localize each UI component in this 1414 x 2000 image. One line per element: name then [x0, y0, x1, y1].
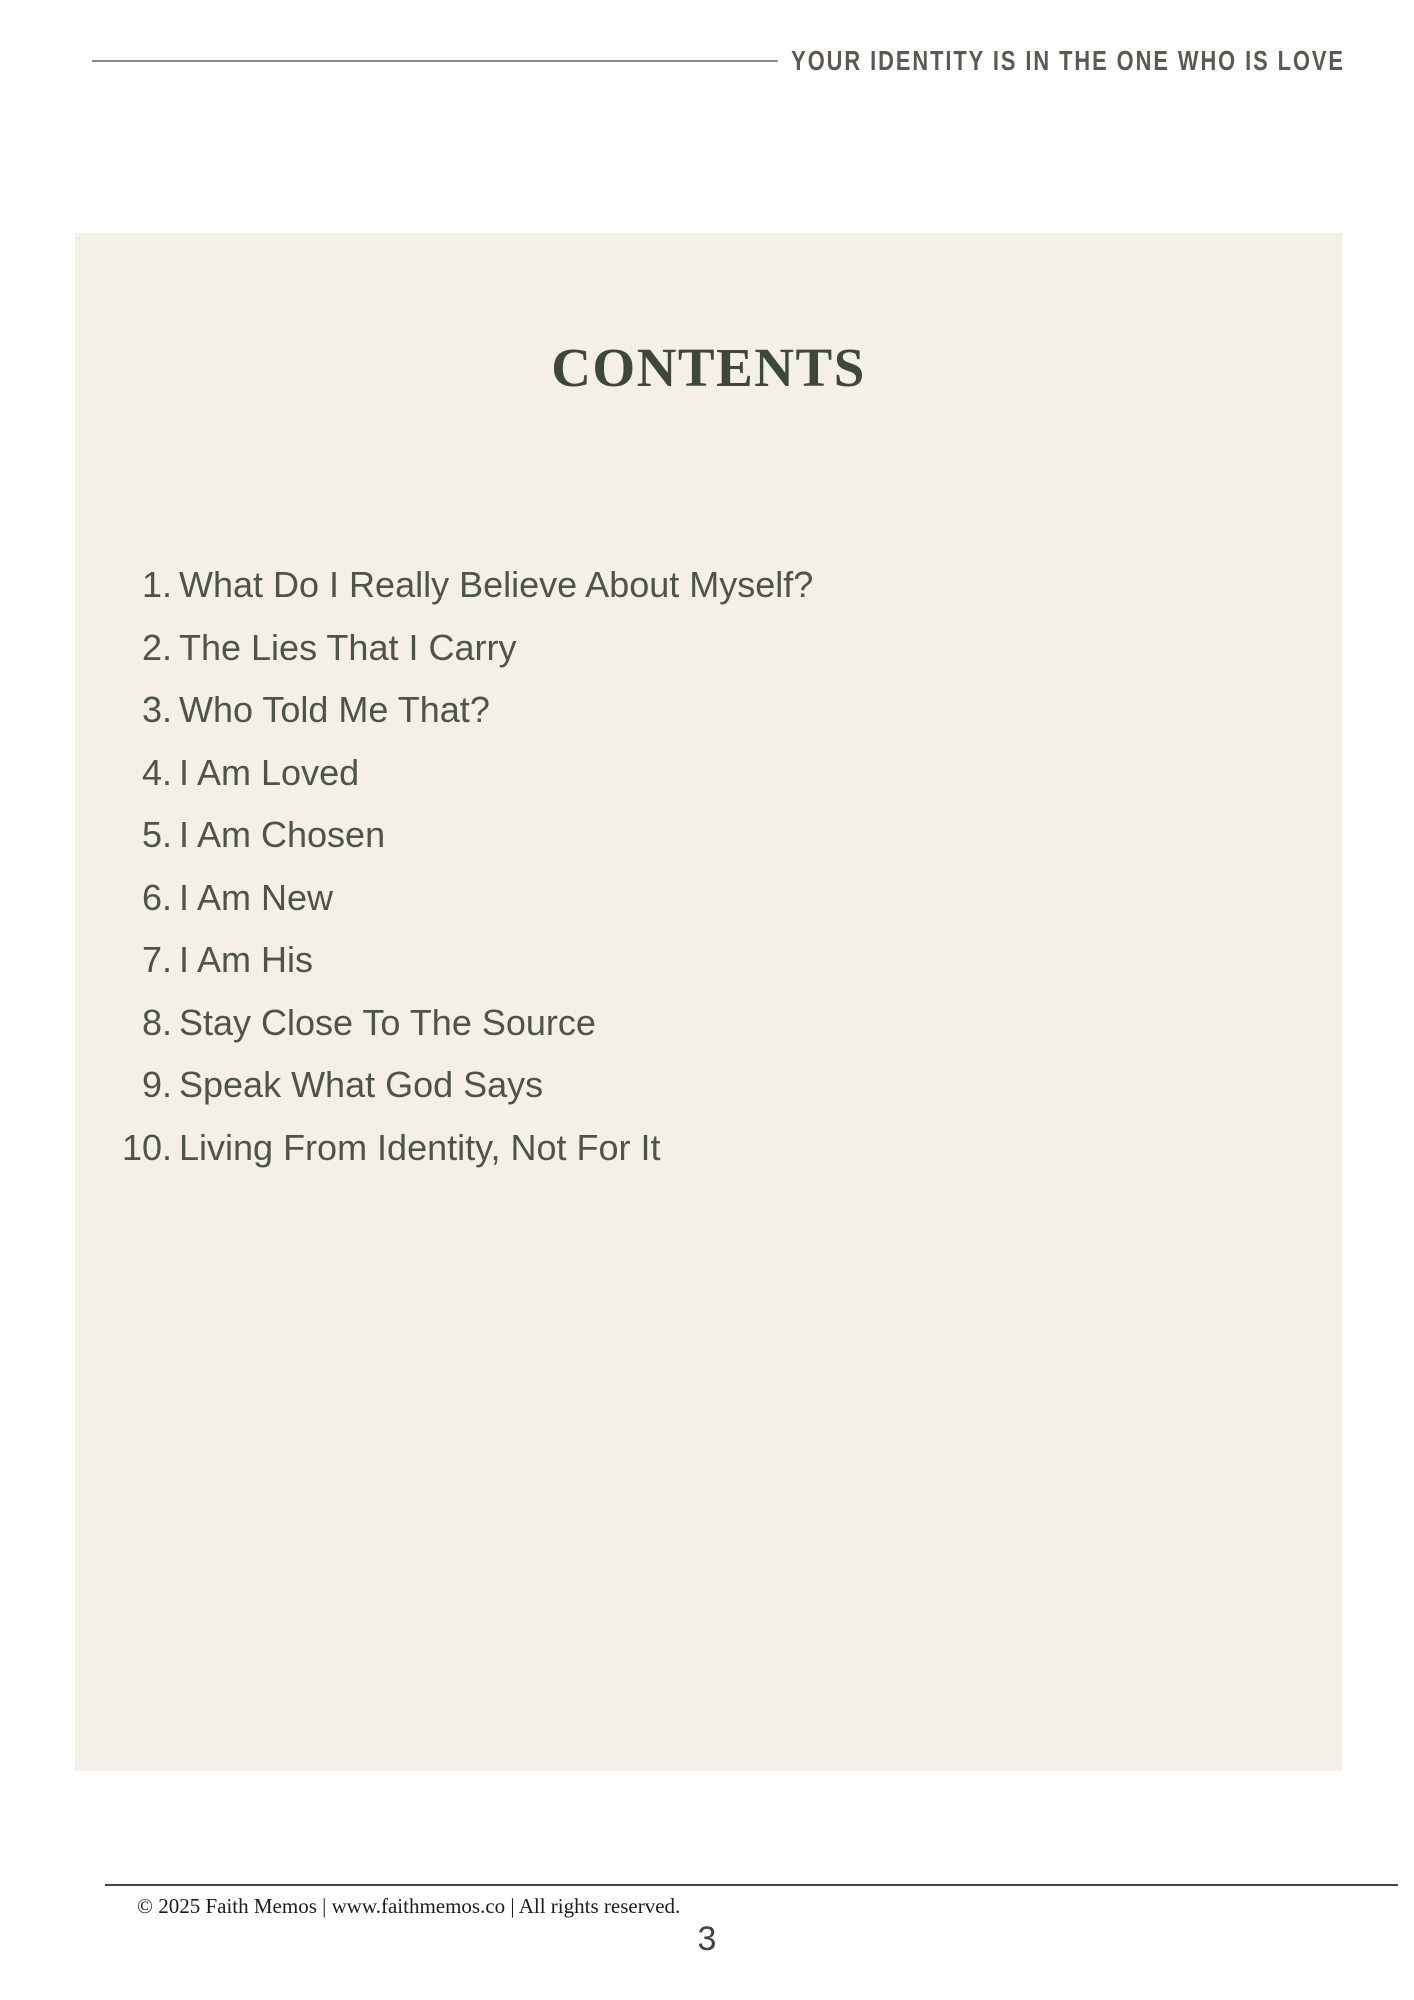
toc-item [75, 867, 1342, 930]
toc-item-label: The Lies That I Carry [179, 626, 517, 668]
copyright-notice: © 2025 Faith Memos | www.faithmemos.co | All rights reserved. [137, 1894, 681, 1918]
toc-item-number: 10. [121, 1126, 172, 1168]
toc-item-number: 5. [141, 814, 172, 855]
page-number: 3 [697, 1920, 717, 1958]
contents-panel [75, 233, 1342, 1771]
toc-item-label: I Am Loved [179, 751, 360, 793]
toc-item [75, 1117, 1342, 1180]
toc-item-number: 7. [141, 939, 172, 980]
toc-item-label: I Am Chosen [179, 814, 386, 855]
toc-item [75, 804, 1342, 867]
toc-item-label: Speak What God Says [179, 1064, 544, 1105]
toc-item [75, 679, 1342, 742]
toc-item-number: 8. [141, 1001, 172, 1043]
toc-item-number: 4. [141, 751, 172, 793]
toc-item-label: Living From Identity, Not For It [179, 1126, 661, 1168]
toc-item-number: 1. [141, 564, 172, 605]
contents-title: CONTENTS [551, 337, 866, 398]
footer-rule [105, 1884, 1398, 1886]
toc-item [75, 742, 1342, 805]
toc-item [75, 617, 1342, 680]
toc-item-number: 9. [141, 1064, 172, 1105]
toc-item [75, 1054, 1342, 1117]
toc-item-label: I Am His [179, 939, 314, 980]
toc-item-number: 3. [141, 689, 172, 730]
toc-item-number: 6. [141, 876, 172, 918]
toc-item-label: Stay Close To The Source [179, 1001, 596, 1043]
header-rule [92, 60, 778, 62]
running-head-title: YOUR IDENTITY IS IN THE ONE WHO IS LOVE [791, 45, 1345, 76]
toc-item [75, 992, 1342, 1055]
toc-item-label: What Do I Really Believe About Myself? [179, 564, 814, 605]
toc-item-number: 2. [141, 626, 172, 668]
table-of-contents [75, 554, 1342, 1179]
toc-item [75, 929, 1342, 992]
toc-item-label: I Am New [179, 876, 334, 918]
toc-item-label: Who Told Me That? [179, 689, 490, 730]
toc-item [75, 554, 1342, 617]
